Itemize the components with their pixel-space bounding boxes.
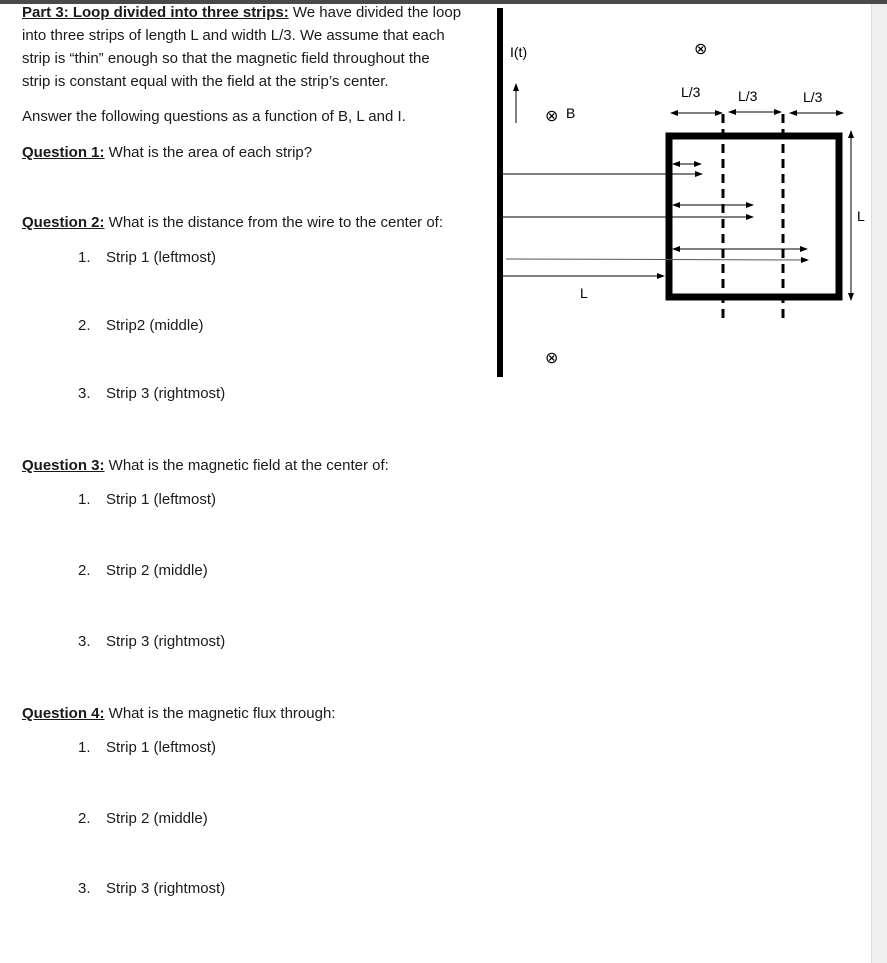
list-text: Strip 2 (middle) [106,562,208,579]
list-number: 1. [78,249,91,266]
intro-line-3: strip is “thin” enough so that the magnetic field throughout the [22,50,430,67]
list-number: 3. [78,633,91,650]
list-number: 1. [78,491,91,508]
current-wire [497,8,503,377]
field-into-page-icon: ⊗ [694,41,708,58]
question-3-label: Question 3: [22,457,105,474]
list-text: Strip 3 (rightmost) [106,385,226,402]
question-1-text: What is the area of each strip? [104,144,313,161]
list-text: Strip 3 (rightmost) [106,880,226,897]
list-number: 2. [78,317,91,334]
side-length-label: L [857,208,865,224]
strip-width-label-2: L/3 [738,88,758,104]
list-text: Strip 1 (leftmost) [106,249,217,266]
list-text: Strip 1 (leftmost) [106,739,217,756]
field-label: B [566,105,576,121]
question-2-text: What is the distance from the wire to the center of: [104,214,444,231]
list-number: 2. [78,810,91,827]
field-into-page-icon: ⊗ [545,350,559,367]
list-number: 3. [78,880,91,897]
question-2-label: Question 2: [22,214,105,231]
list-text: Strip 2 (middle) [106,810,208,827]
list-text: Strip 3 (rightmost) [106,633,226,650]
strip-width-label-1: L/3 [681,84,701,100]
question-1-label: Question 1: [22,144,105,161]
intro-line-4: strip is constant equal with the field at the strip’s center. [22,73,389,90]
instruction: Answer the following questions as a function of B, L and I. [22,108,406,125]
distance-label: L [580,285,588,301]
intro-line-2: into three strips of length L and width L/3. We assume that each [22,27,445,44]
list-text: Strip2 (middle) [106,317,204,334]
strip-width-label-3: L/3 [803,89,823,105]
list-text: Strip 1 (leftmost) [106,491,217,508]
list-number: 3. [78,385,91,402]
current-label: I(t) [510,44,528,60]
question-3-text: What is the magnetic field at the center of: [104,457,389,474]
part-heading: Part 3: Loop divided into three strips: [22,4,289,21]
list-number: 2. [78,562,91,579]
question-4-label: Question 4: [22,705,105,722]
intro-text: We have divided the loop [288,4,462,21]
field-into-page-icon: ⊗ [545,108,559,125]
list-number: 1. [78,739,91,756]
question-4-text: What is the magnetic flux through: [104,705,336,722]
